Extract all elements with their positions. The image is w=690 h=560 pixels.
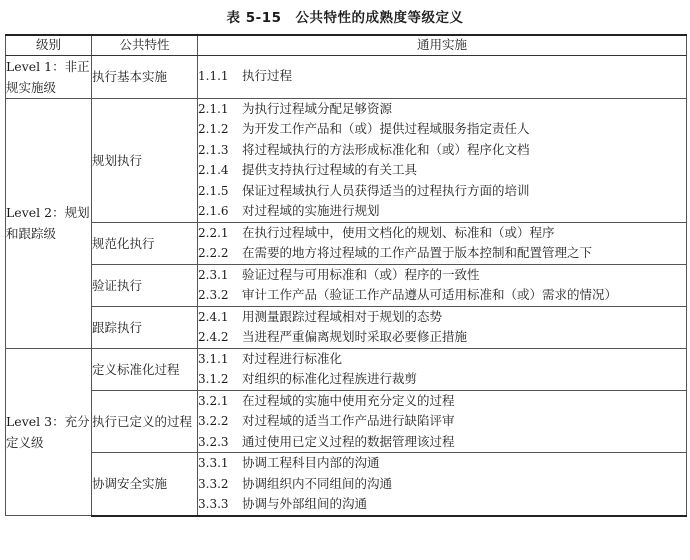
practice-id: 2.1.2 [198,122,229,136]
practice-item [198,99,686,120]
practice-id: 3.2.1 [198,393,229,408]
practice-id: 3.3.1 [198,456,229,470]
practice-text: 在执行过程域中，使用文档化的规划、标准和（或）程序 [242,224,555,240]
practice-text: 将过程域执行的方法形成标准化和（或）程序化文档 [242,141,530,157]
practice-text: 对组织的标准化过程族进行裁剪 [242,371,418,386]
practice-id: 2.2.2 [198,246,229,260]
practice-id: 2.3.2 [198,288,229,302]
header-feature: 公共特性 [92,35,198,55]
practice-item [198,432,686,453]
table-row [6,264,687,306]
table-row [6,453,687,516]
practice-text: 保证过程域执行人员获得适当的过程执行方面的培训 [242,182,530,198]
level-cell: Level 1：非正规实施级 [6,55,92,98]
practice-item [198,391,686,412]
practice-id: 2.1.5 [198,183,229,198]
header-level: 级别 [6,35,92,55]
practice-text: 提供支持执行过程域的有关工具 [242,162,418,177]
practice-item [198,140,686,161]
practice-item [198,160,686,181]
practice-item [198,201,686,222]
practice-text: 当进程严重偏离规划时采取必要修正措施 [242,329,468,344]
practice-id: 2.3.1 [198,267,229,282]
practice-id: 3.3.3 [198,497,229,511]
practice-item [198,307,686,328]
practice-id: 2.1.6 [198,204,229,218]
level-cell: Level 3：充分定义级 [6,348,92,516]
table-row [6,98,687,222]
practice-text: 协调组织内不同组间的沟通 [242,475,393,491]
practice-text: 审计工作产品（验证工作产品遵从可适用标准和（或）需求的情况） [242,287,618,302]
table-row [6,222,687,264]
practice-cell [198,222,687,264]
practice-id: 2.4.1 [198,309,229,324]
feature-cell: 执行已定义的过程 [92,390,198,453]
feature-cell: 规划执行 [92,98,198,222]
practice-text: 通过使用已定义过程的数据管理该过程 [242,433,455,449]
practice-cell [198,390,687,453]
practice-id: 2.2.1 [198,225,229,240]
practice-item [198,243,686,264]
practice-id: 2.1.4 [198,163,229,177]
feature-cell: 规范化执行 [92,222,198,264]
table-body [6,55,687,516]
feature-cell: 定义标准化过程 [92,348,198,390]
practice-text: 验证过程与可用标准和（或）程序的一致性 [242,266,480,282]
practice-item [198,349,686,370]
feature-cell: 验证执行 [92,264,198,306]
practice-text: 在过程域的实施中使用充分定义的过程 [242,392,455,408]
practice-id: 3.2.3 [198,434,229,449]
maturity-table [5,34,687,517]
practice-text: 协调与外部组间的沟通 [242,496,368,511]
practice-cell [198,98,687,222]
practice-id: 3.2.2 [198,414,229,428]
practice-cell [198,453,687,516]
practice-item [198,66,686,87]
practice-item [198,474,686,495]
practice-text: 对过程进行标准化 [242,350,343,366]
header-row [6,35,687,55]
feature-cell: 协调安全实施 [92,453,198,516]
practice-item [198,223,686,244]
practice-item [198,285,686,306]
practice-text: 为开发工作产品和（或）提供过程域服务指定责任人 [242,121,530,136]
practice-id: 1.1.1 [198,69,229,84]
practice-item [198,369,686,390]
table-row [6,390,687,453]
practice-cell [198,55,687,98]
feature-cell: 跟踪执行 [92,306,198,348]
practice-text: 对过程域的实施进行规划 [242,203,380,218]
table-row [6,306,687,348]
header-practice: 通用实施 [198,35,687,55]
practice-item [198,119,686,140]
practice-text: 用测量跟踪过程域相对于规划的态势 [242,308,443,324]
practice-cell [198,348,687,390]
table-row [6,348,687,390]
practice-item [198,494,686,515]
practice-cell [198,264,687,306]
practice-id: 2.4.2 [198,330,229,344]
practice-item [198,265,686,286]
practice-cell [198,306,687,348]
practice-text: 协调工程科目内部的沟通 [242,455,380,470]
practice-item [198,181,686,202]
practice-item [198,453,686,474]
table-title: 表 5-15 公共特性的成熟度等级定义 [226,10,464,26]
practice-id: 2.1.1 [198,101,229,116]
table-row [6,55,687,98]
practice-text: 对过程域的适当工作产品进行缺陷评审 [242,413,455,428]
level-cell: Level 2：规划和跟踪级 [6,98,92,348]
practice-item [198,327,686,348]
feature-cell: 执行基本实施 [92,55,198,98]
practice-text: 为执行过程域分配足够资源 [242,100,393,116]
practice-id: 2.1.3 [198,142,229,157]
practice-id: 3.1.2 [198,372,229,386]
practice-text: 在需要的地方将过程域的工作产品置于版本控制和配置管理之下 [242,245,593,260]
practice-item [198,411,686,432]
practice-text: 执行过程 [242,68,293,84]
practice-id: 3.3.2 [198,476,229,491]
practice-id: 3.1.1 [198,351,229,366]
